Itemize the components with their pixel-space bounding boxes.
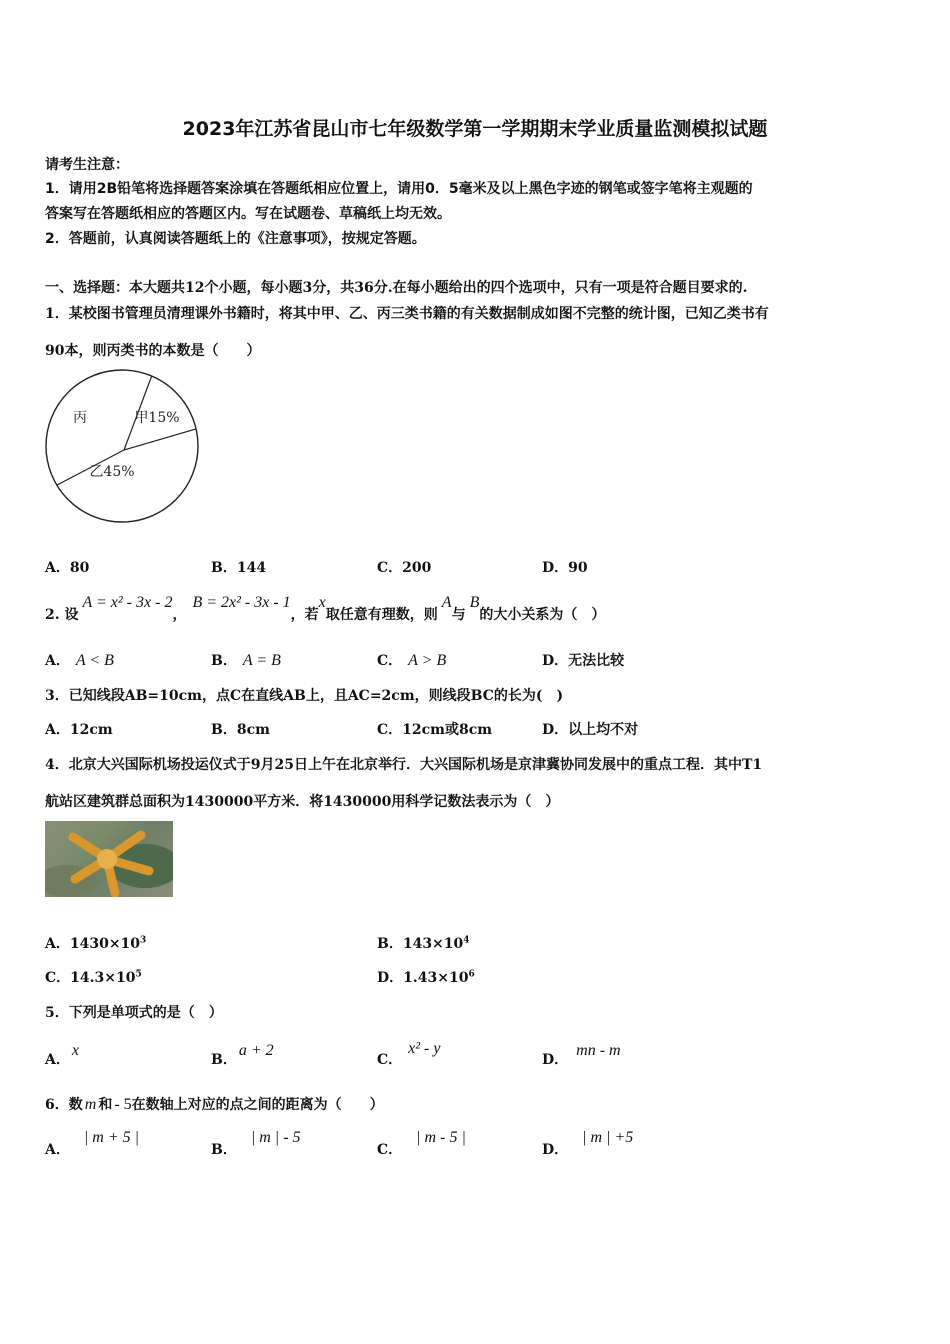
- q6-option-c-expr: | m - 5 |: [416, 1129, 466, 1146]
- pie-chart: [40, 368, 200, 524]
- q4-option-d-exp: 6: [468, 969, 475, 980]
- airport-photo: [45, 821, 173, 897]
- q3-option-c[interactable]: C．12cm或8cm: [377, 722, 493, 738]
- q2-option-c-expr: A > B: [408, 652, 447, 669]
- q5-text: 5．下列是单项式的是（ ）: [45, 1005, 223, 1021]
- notice-line-1: 1．请用2B铅笔将选择题答案涂填在答题纸相应位置上，请用0．5毫米及以上黑色字迹的钢笔或签字笔将主观题的: [45, 181, 753, 197]
- q4-option-b-exp: 4: [463, 935, 470, 946]
- q4-option-a-exp: 3: [140, 935, 147, 946]
- q2-mid-2: 取任意有理数，则: [325, 607, 438, 623]
- q2-mid-3: 与: [451, 607, 466, 623]
- q2-stem: [45, 592, 606, 623]
- q2-option-a-letter: A．: [45, 653, 70, 669]
- q2-option-a[interactable]: [45, 650, 114, 670]
- q6-option-a-letter: A．: [45, 1142, 70, 1158]
- q1-option-a[interactable]: A．80: [45, 560, 90, 576]
- q2-prefix: 2. 设: [45, 607, 79, 623]
- airport-illustration: [45, 821, 173, 897]
- q6-option-b-letter: B．: [211, 1142, 237, 1158]
- q3-option-d[interactable]: D．以上均不对: [542, 722, 639, 738]
- q4-option-a[interactable]: [45, 933, 146, 953]
- q2-option-c[interactable]: [377, 650, 446, 670]
- page-title: 2023年江苏省昆山市七年级数学第一学期期末学业质量监测模拟试题: [182, 118, 768, 140]
- q4-option-d[interactable]: [377, 967, 475, 987]
- q4-option-c[interactable]: [45, 967, 142, 987]
- q5-option-d-expr: mn - m: [576, 1042, 621, 1059]
- q4-option-c-exp: 5: [135, 969, 142, 980]
- pie-outline: [46, 370, 198, 522]
- q6-option-b[interactable]: [211, 1127, 301, 1158]
- q6-stem: [45, 1094, 384, 1114]
- q6-option-c-letter: C．: [377, 1142, 403, 1158]
- q6-option-b-expr: | m | - 5: [250, 1129, 301, 1146]
- q5-option-b-expr: a + 2: [238, 1042, 274, 1059]
- q2-option-d-letter: D．: [542, 653, 569, 669]
- q2-option-c-letter: C．: [377, 653, 403, 669]
- q2-expr-a: A = x² - 3x - 2: [82, 594, 173, 611]
- notice-line-2: 答案写在答题纸相应的答题区内。写在试题卷、草稿纸上均无效。: [45, 206, 451, 222]
- q6-mid: 和: [98, 1097, 113, 1113]
- q2-expr-b: B = 2x² - 3x - 1: [192, 594, 291, 611]
- q5-option-a-expr: x: [71, 1042, 79, 1059]
- q5-option-c-letter: C．: [377, 1052, 403, 1068]
- q2-option-b-letter: B．: [211, 653, 237, 669]
- q2-option-d[interactable]: [542, 650, 624, 670]
- q2-option-b[interactable]: [211, 650, 281, 670]
- q6-option-d-expr: | m | +5: [582, 1129, 634, 1146]
- q5-option-d[interactable]: [542, 1040, 621, 1068]
- pie-label-3: 乙45%: [89, 464, 135, 480]
- notice-heading: 请考生注意：: [45, 157, 129, 173]
- q5-option-c-expr: x² - y: [408, 1040, 441, 1057]
- q4-line-2: 航站区建筑群总面积为1430000平方米．将1430000用科学记数法表示为（ ）: [45, 794, 560, 810]
- q3-text: 3．已知线段AB=10cm，点C在直线AB上，且AC=2cm，则线段BC的长为( ): [45, 688, 564, 704]
- q3-option-a[interactable]: A．12cm: [45, 722, 113, 738]
- pie-label-1: 丙: [73, 410, 87, 426]
- q2-option-a-expr: A < B: [75, 652, 114, 669]
- q1-option-d[interactable]: D．90: [542, 560, 588, 576]
- q2-mid-1: ，若: [290, 607, 319, 623]
- q4-line-1: 4．北京大兴国际机场投运仪式于9月25日上午在北京举行．大兴国际机场是京津冀协同发展中的重点工程．其中T1: [45, 757, 763, 773]
- q2-comma: ，: [172, 607, 187, 623]
- q6-prefix: 6．数: [45, 1097, 83, 1113]
- q5-option-a-letter: A．: [45, 1052, 70, 1068]
- q5-option-b-letter: B．: [211, 1052, 237, 1068]
- q2-option-d-expr: 无法比较: [568, 653, 625, 669]
- q4-option-d-base: D．1.43×10: [377, 970, 469, 986]
- notice-line-3: 2．答题前，认真阅读答题纸上的《注意事项》，按规定答题。: [45, 231, 426, 247]
- q1-line-1: 1．某校图书管理员清理课外书籍时，将其中甲、乙、丙三类书籍的有关数据制成如图不完整的统计图，已知乙类书有: [45, 306, 769, 322]
- q4-option-c-base: C．14.3×10: [45, 970, 136, 986]
- q1-option-c[interactable]: C．200: [377, 560, 432, 576]
- q2-option-b-expr: A = B: [242, 652, 281, 669]
- q6-neg-five: - 5: [114, 1096, 132, 1113]
- q6-option-a-expr: | m + 5 |: [83, 1129, 140, 1146]
- q6-option-a[interactable]: [45, 1127, 140, 1158]
- q1-line-2: 90本，则丙类书的本数是（ ）: [45, 343, 261, 359]
- q6-option-c[interactable]: [377, 1127, 466, 1158]
- q2-suffix: 的大小关系为（ ）: [479, 607, 606, 623]
- section-heading: 一、选择题：本大题共12个小题，每小题3分，共36分.在每小题给出的四个选项中，只有一项是符合题目要求的.: [45, 280, 748, 296]
- q4-option-b[interactable]: [377, 933, 470, 953]
- q5-option-b[interactable]: [211, 1040, 274, 1068]
- q2-var-b: B: [469, 594, 480, 611]
- q5-option-d-letter: D．: [542, 1052, 569, 1068]
- q2-var-a: A: [441, 594, 452, 611]
- q4-option-a-base: A．1430×10: [45, 936, 141, 952]
- q6-var-m: m: [84, 1096, 97, 1113]
- q6-option-d-letter: D．: [542, 1142, 569, 1158]
- q2-var-x: x: [318, 594, 326, 611]
- pie-label-2: 甲15%: [134, 410, 180, 426]
- q6-suffix: 在数轴上对应的点之间的距离为（ ）: [131, 1097, 384, 1113]
- q6-option-d[interactable]: [542, 1127, 634, 1158]
- q5-option-c[interactable]: [377, 1038, 441, 1068]
- q3-option-b[interactable]: B．8cm: [211, 722, 270, 738]
- q1-option-b[interactable]: B．144: [211, 560, 267, 576]
- q5-option-a[interactable]: [45, 1040, 79, 1068]
- q4-option-b-base: B．143×10: [377, 936, 464, 952]
